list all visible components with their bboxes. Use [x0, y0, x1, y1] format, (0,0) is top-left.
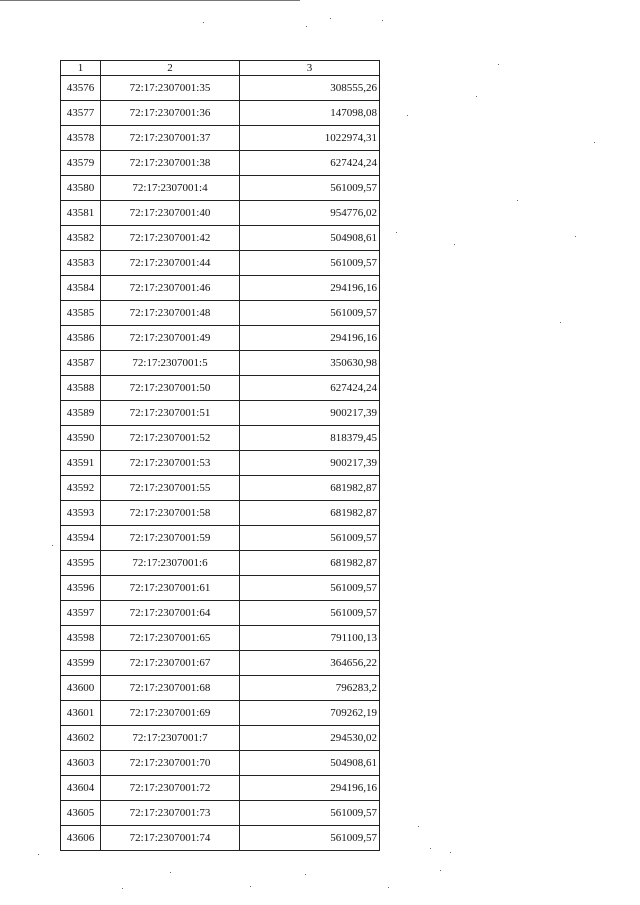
cadastral-value-table — [60, 60, 380, 851]
table-row — [61, 801, 380, 826]
table-row — [61, 501, 380, 526]
scan-speck — [382, 20, 383, 21]
cadastral-value: 561009,57 — [240, 526, 380, 551]
table-row — [61, 126, 380, 151]
column-header-1: 1 — [61, 61, 101, 76]
cadastral-value: 561009,57 — [240, 826, 380, 851]
table-row — [61, 651, 380, 676]
cadastral-number: 72:17:2307001:50 — [101, 376, 240, 401]
scan-speck — [575, 236, 576, 237]
cadastral-number: 72:17:2307001:59 — [101, 526, 240, 551]
scan-speck — [396, 232, 397, 233]
row-number: 43581 — [61, 201, 101, 226]
table-row — [61, 551, 380, 576]
cadastral-value: 709262,19 — [240, 701, 380, 726]
cadastral-number: 72:17:2307001:6 — [101, 551, 240, 576]
cadastral-number: 72:17:2307001:73 — [101, 801, 240, 826]
table-row — [61, 101, 380, 126]
column-header-2: 2 — [101, 61, 240, 76]
row-number: 43585 — [61, 301, 101, 326]
cadastral-value: 561009,57 — [240, 301, 380, 326]
cadastral-number: 72:17:2307001:35 — [101, 76, 240, 101]
row-number: 43591 — [61, 451, 101, 476]
cadastral-value: 294530,02 — [240, 726, 380, 751]
scan-speck — [430, 848, 431, 849]
row-number: 43584 — [61, 276, 101, 301]
cadastral-number: 72:17:2307001:74 — [101, 826, 240, 851]
table-row — [61, 301, 380, 326]
scan-speck — [170, 872, 171, 873]
scan-speck — [440, 870, 441, 871]
table-row — [61, 826, 380, 851]
row-number: 43605 — [61, 801, 101, 826]
table-row — [61, 726, 380, 751]
cadastral-value: 561009,57 — [240, 801, 380, 826]
cadastral-number: 72:17:2307001:48 — [101, 301, 240, 326]
row-number: 43598 — [61, 626, 101, 651]
row-number: 43594 — [61, 526, 101, 551]
scan-speck — [330, 18, 331, 19]
scan-speck — [52, 545, 53, 546]
cadastral-number: 72:17:2307001:64 — [101, 601, 240, 626]
cadastral-number: 72:17:2307001:69 — [101, 701, 240, 726]
scan-speck — [476, 96, 477, 97]
cadastral-number: 72:17:2307001:7 — [101, 726, 240, 751]
table-row — [61, 626, 380, 651]
row-number: 43583 — [61, 251, 101, 276]
table-row — [61, 451, 380, 476]
row-number: 43589 — [61, 401, 101, 426]
row-number: 43578 — [61, 126, 101, 151]
cadastral-value: 681982,87 — [240, 476, 380, 501]
cadastral-value: 561009,57 — [240, 251, 380, 276]
cadastral-value: 681982,87 — [240, 501, 380, 526]
table-row — [61, 251, 380, 276]
table-body — [61, 76, 380, 851]
table-row — [61, 326, 380, 351]
scan-speck — [594, 142, 595, 143]
cadastral-number: 72:17:2307001:52 — [101, 426, 240, 451]
scan-speck — [517, 200, 518, 201]
table-row — [61, 426, 380, 451]
cadastral-number: 72:17:2307001:5 — [101, 351, 240, 376]
scan-speck — [498, 64, 499, 65]
cadastral-number: 72:17:2307001:49 — [101, 326, 240, 351]
scan-speck — [560, 322, 561, 323]
table-row — [61, 776, 380, 801]
row-number: 43579 — [61, 151, 101, 176]
row-number: 43601 — [61, 701, 101, 726]
cadastral-number: 72:17:2307001:61 — [101, 576, 240, 601]
cadastral-value: 147098,08 — [240, 101, 380, 126]
cadastral-value: 1022974,31 — [240, 126, 380, 151]
table-row — [61, 276, 380, 301]
scan-speck — [418, 826, 419, 827]
scan-speck — [203, 22, 204, 23]
cadastral-number: 72:17:2307001:4 — [101, 176, 240, 201]
cadastral-number: 72:17:2307001:46 — [101, 276, 240, 301]
cadastral-number: 72:17:2307001:58 — [101, 501, 240, 526]
row-number: 43593 — [61, 501, 101, 526]
table-row — [61, 401, 380, 426]
cadastral-value: 681982,87 — [240, 551, 380, 576]
table-row — [61, 476, 380, 501]
cadastral-value: 504908,61 — [240, 226, 380, 251]
cadastral-number: 72:17:2307001:70 — [101, 751, 240, 776]
cadastral-number: 72:17:2307001:68 — [101, 676, 240, 701]
row-number: 43587 — [61, 351, 101, 376]
row-number: 43580 — [61, 176, 101, 201]
column-header-3: 3 — [240, 61, 380, 76]
cadastral-value: 294196,16 — [240, 326, 380, 351]
cadastral-value: 627424,24 — [240, 151, 380, 176]
cadastral-number: 72:17:2307001:36 — [101, 101, 240, 126]
page-top-rule — [0, 0, 300, 1]
cadastral-value: 350630,98 — [240, 351, 380, 376]
row-number: 43606 — [61, 826, 101, 851]
table-row — [61, 76, 380, 101]
cadastral-value: 900217,39 — [240, 401, 380, 426]
row-number: 43577 — [61, 101, 101, 126]
table-row — [61, 176, 380, 201]
cadastral-number: 72:17:2307001:37 — [101, 126, 240, 151]
table-header-row — [61, 61, 380, 76]
cadastral-value: 561009,57 — [240, 576, 380, 601]
cadastral-value: 294196,16 — [240, 776, 380, 801]
table-row — [61, 751, 380, 776]
cadastral-value: 308555,26 — [240, 76, 380, 101]
row-number: 43597 — [61, 601, 101, 626]
cadastral-value: 796283,2 — [240, 676, 380, 701]
scan-speck — [122, 888, 123, 889]
cadastral-number: 72:17:2307001:42 — [101, 226, 240, 251]
row-number: 43602 — [61, 726, 101, 751]
row-number: 43599 — [61, 651, 101, 676]
cadastral-value: 818379,45 — [240, 426, 380, 451]
scan-speck — [305, 874, 306, 875]
cadastral-number: 72:17:2307001:40 — [101, 201, 240, 226]
scan-speck — [38, 854, 39, 855]
scan-speck — [450, 852, 451, 853]
table-row — [61, 376, 380, 401]
table-row — [61, 676, 380, 701]
row-number: 43582 — [61, 226, 101, 251]
cadastral-value: 364656,22 — [240, 651, 380, 676]
cadastral-value: 900217,39 — [240, 451, 380, 476]
cadastral-number: 72:17:2307001:38 — [101, 151, 240, 176]
table-row — [61, 201, 380, 226]
scan-speck — [407, 115, 408, 116]
table-row — [61, 701, 380, 726]
row-number: 43590 — [61, 426, 101, 451]
cadastral-value: 561009,57 — [240, 601, 380, 626]
row-number: 43595 — [61, 551, 101, 576]
table-row — [61, 526, 380, 551]
row-number: 43592 — [61, 476, 101, 501]
row-number: 43586 — [61, 326, 101, 351]
scan-speck — [388, 887, 389, 888]
table-row — [61, 226, 380, 251]
table-row — [61, 151, 380, 176]
cadastral-number: 72:17:2307001:53 — [101, 451, 240, 476]
row-number: 43604 — [61, 776, 101, 801]
cadastral-value: 627424,24 — [240, 376, 380, 401]
cadastral-number: 72:17:2307001:72 — [101, 776, 240, 801]
row-number: 43576 — [61, 76, 101, 101]
table-row — [61, 576, 380, 601]
scan-speck — [250, 886, 251, 887]
cadastral-number: 72:17:2307001:55 — [101, 476, 240, 501]
cadastral-number: 72:17:2307001:51 — [101, 401, 240, 426]
row-number: 43603 — [61, 751, 101, 776]
cadastral-number: 72:17:2307001:65 — [101, 626, 240, 651]
cadastral-value: 504908,61 — [240, 751, 380, 776]
row-number: 43596 — [61, 576, 101, 601]
table-row — [61, 351, 380, 376]
row-number: 43600 — [61, 676, 101, 701]
table-row — [61, 601, 380, 626]
cadastral-value: 791100,13 — [240, 626, 380, 651]
cadastral-value: 954776,02 — [240, 201, 380, 226]
cadastral-number: 72:17:2307001:67 — [101, 651, 240, 676]
scan-speck — [306, 26, 307, 27]
cadastral-number: 72:17:2307001:44 — [101, 251, 240, 276]
scan-speck — [454, 244, 455, 245]
row-number: 43588 — [61, 376, 101, 401]
cadastral-value: 294196,16 — [240, 276, 380, 301]
cadastral-value: 561009,57 — [240, 176, 380, 201]
